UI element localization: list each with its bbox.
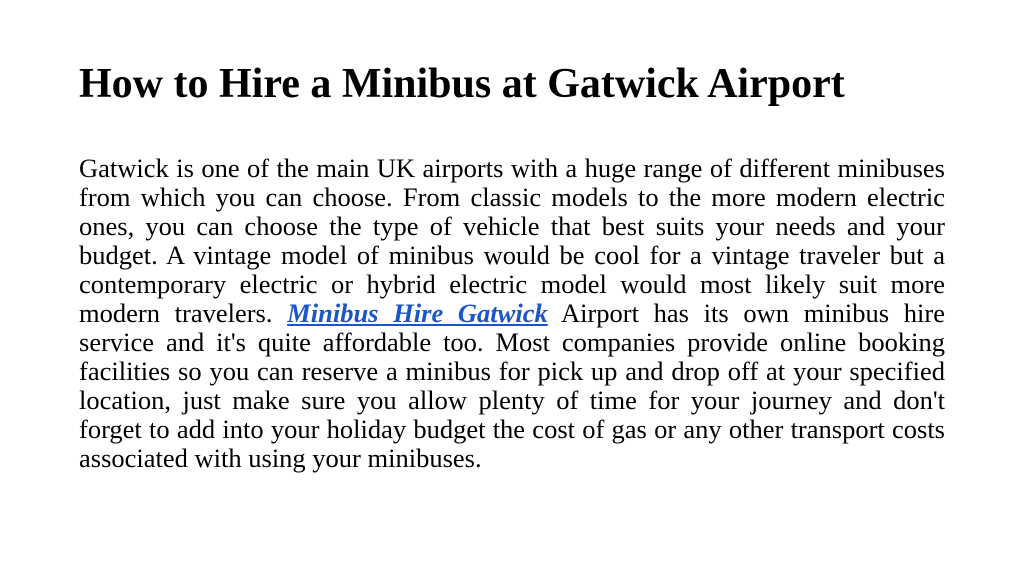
body-text-after-link: Airport has its own minibus hire service and it's quite affordable too. Most companies provide online booking facilities so you can reserve a minibus for pick up and drop off at your specified location, just make sure you allow plenty of time for your journey and don't forget to add into your holiday budget the cost of gas or any other transport costs associated with using your minibuses.	[79, 298, 945, 473]
body-text-before-link: Gatwick is one of the main UK airports with a huge range of different minibuses from which you can choose. From classic models to the more modern electric ones, you can choose the type of vehicle that best suits your needs and your budget. A vintage model of minibus would be cool for a vintage traveler but a contemporary electric or hybrid electric model would most likely suit more modern travelers.	[79, 153, 945, 328]
body-paragraph	[79, 154, 945, 473]
minibus-hire-gatwick-link[interactable]: Minibus Hire Gatwick	[287, 298, 548, 328]
page-title: How to Hire a Minibus at Gatwick Airport	[79, 61, 845, 107]
